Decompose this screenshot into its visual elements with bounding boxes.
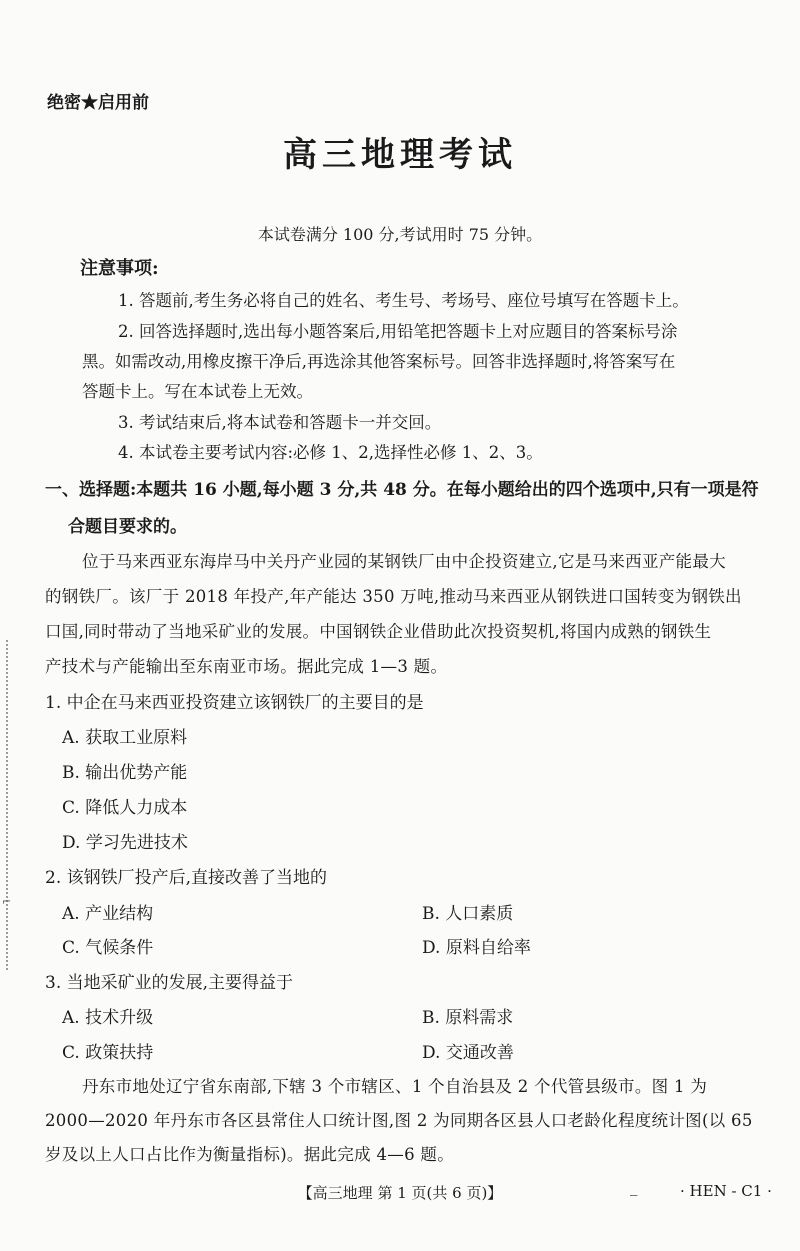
paper-code: · HEN - C1 · (680, 1182, 772, 1200)
question-1-option-a: A. 获取工业原料 (62, 728, 188, 748)
question-3-option-c: C. 政策扶持 (62, 1043, 154, 1063)
question-1-option-b: B. 输出优势产能 (62, 763, 188, 783)
question-2-stem: 2. 该钢铁厂投产后,直接改善了当地的 (45, 868, 328, 888)
passage-line: 口国,同时带动了当地采矿业的发展。中国钢铁企业借助此次投资契机,将国内成熟的钢铁生 (45, 622, 712, 641)
question-1-option-d: D. 学习先进技术 (62, 833, 188, 853)
exam-subtitle: 本试卷满分 100 分,考试用时 75 分钟。 (257, 225, 543, 244)
notice-heading: 注意事项: (80, 258, 159, 279)
question-2-option-b: B. 人口素质 (422, 904, 514, 924)
passage-line: 的钢铁厂。该厂于 2018 年投产,年产能达 350 万吨,推动马来西亚从钢铁进口国转变为钢铁出 (45, 587, 742, 606)
notice-line: 4. 本试卷主要考试内容:必修 1、2,选择性必修 1、2、3。 (118, 443, 543, 462)
question-2-option-c: C. 气候条件 (62, 938, 154, 958)
question-3-option-b: B. 原料需求 (422, 1008, 514, 1028)
question-1-option-c: C. 降低人力成本 (62, 798, 188, 818)
page-title: 高三地理考试 (283, 135, 517, 175)
notice-line: 答题卡上。写在本试卷上无效。 (82, 382, 313, 401)
notice-line: 1. 答题前,考生务必将自己的姓名、考生号、考场号、座位号填写在答题卡上。 (118, 291, 689, 310)
page-footer: 【高三地理 第 1 页(共 6 页)】 (297, 1184, 503, 1202)
question-2-option-d: D. 原料自给率 (422, 938, 531, 958)
notice-line: 3. 考试结束后,将本试卷和答题卡一并交回。 (118, 413, 442, 432)
notice-line: 2. 回答选择题时,选出每小题答案后,用铅笔把答题卡上对应题目的答案标号涂 (118, 322, 678, 341)
passage-line: 岁及以上人口占比作为衡量指标)。据此完成 4—6 题。 (45, 1145, 455, 1164)
question-2-option-a: A. 产业结构 (62, 904, 154, 924)
question-1-stem: 1. 中企在马来西亚投资建立该钢铁厂的主要目的是 (45, 693, 424, 713)
section-heading: 一、选择题:本题共 16 小题,每小题 3 分,共 48 分。在每小题给出的四个选项中,只有一项是符 (45, 480, 759, 500)
notice-line: 黑。如需改动,用橡皮擦干净后,再选涂其他答案标号。回答非选择题时,将答案写在 (82, 352, 676, 371)
section-heading-cont: 合题目要求的。 (68, 517, 187, 537)
passage-line: 丹东市地处辽宁省东南部,下辖 3 个市辖区、1 个自治县及 2 个代管县级市。图 1 为 (82, 1077, 708, 1096)
question-3-option-d: D. 交通改善 (422, 1043, 514, 1063)
passage-line: 产技术与产能输出至东南亚市场。据此完成 1—3 题。 (45, 657, 448, 676)
binding-margin-dotted-line (6, 640, 8, 970)
passage-line: 位于马来西亚东海岸马中关丹产业园的某钢铁厂由中企投资建立,它是马来西亚产能最大 (82, 552, 726, 571)
confidential-label: 绝密★启用前 (47, 93, 149, 113)
question-3-option-a: A. 技术升级 (62, 1008, 154, 1028)
margin-mark: ⌐ (2, 895, 12, 908)
passage-line: 2000—2020 年丹东市各区县常住人口统计图,图 2 为同期各区县人口老龄化程度统计图(以 65 (45, 1111, 753, 1130)
question-3-stem: 3. 当地采矿业的发展,主要得益于 (45, 973, 294, 993)
footer-dash: _ (630, 1178, 638, 1196)
